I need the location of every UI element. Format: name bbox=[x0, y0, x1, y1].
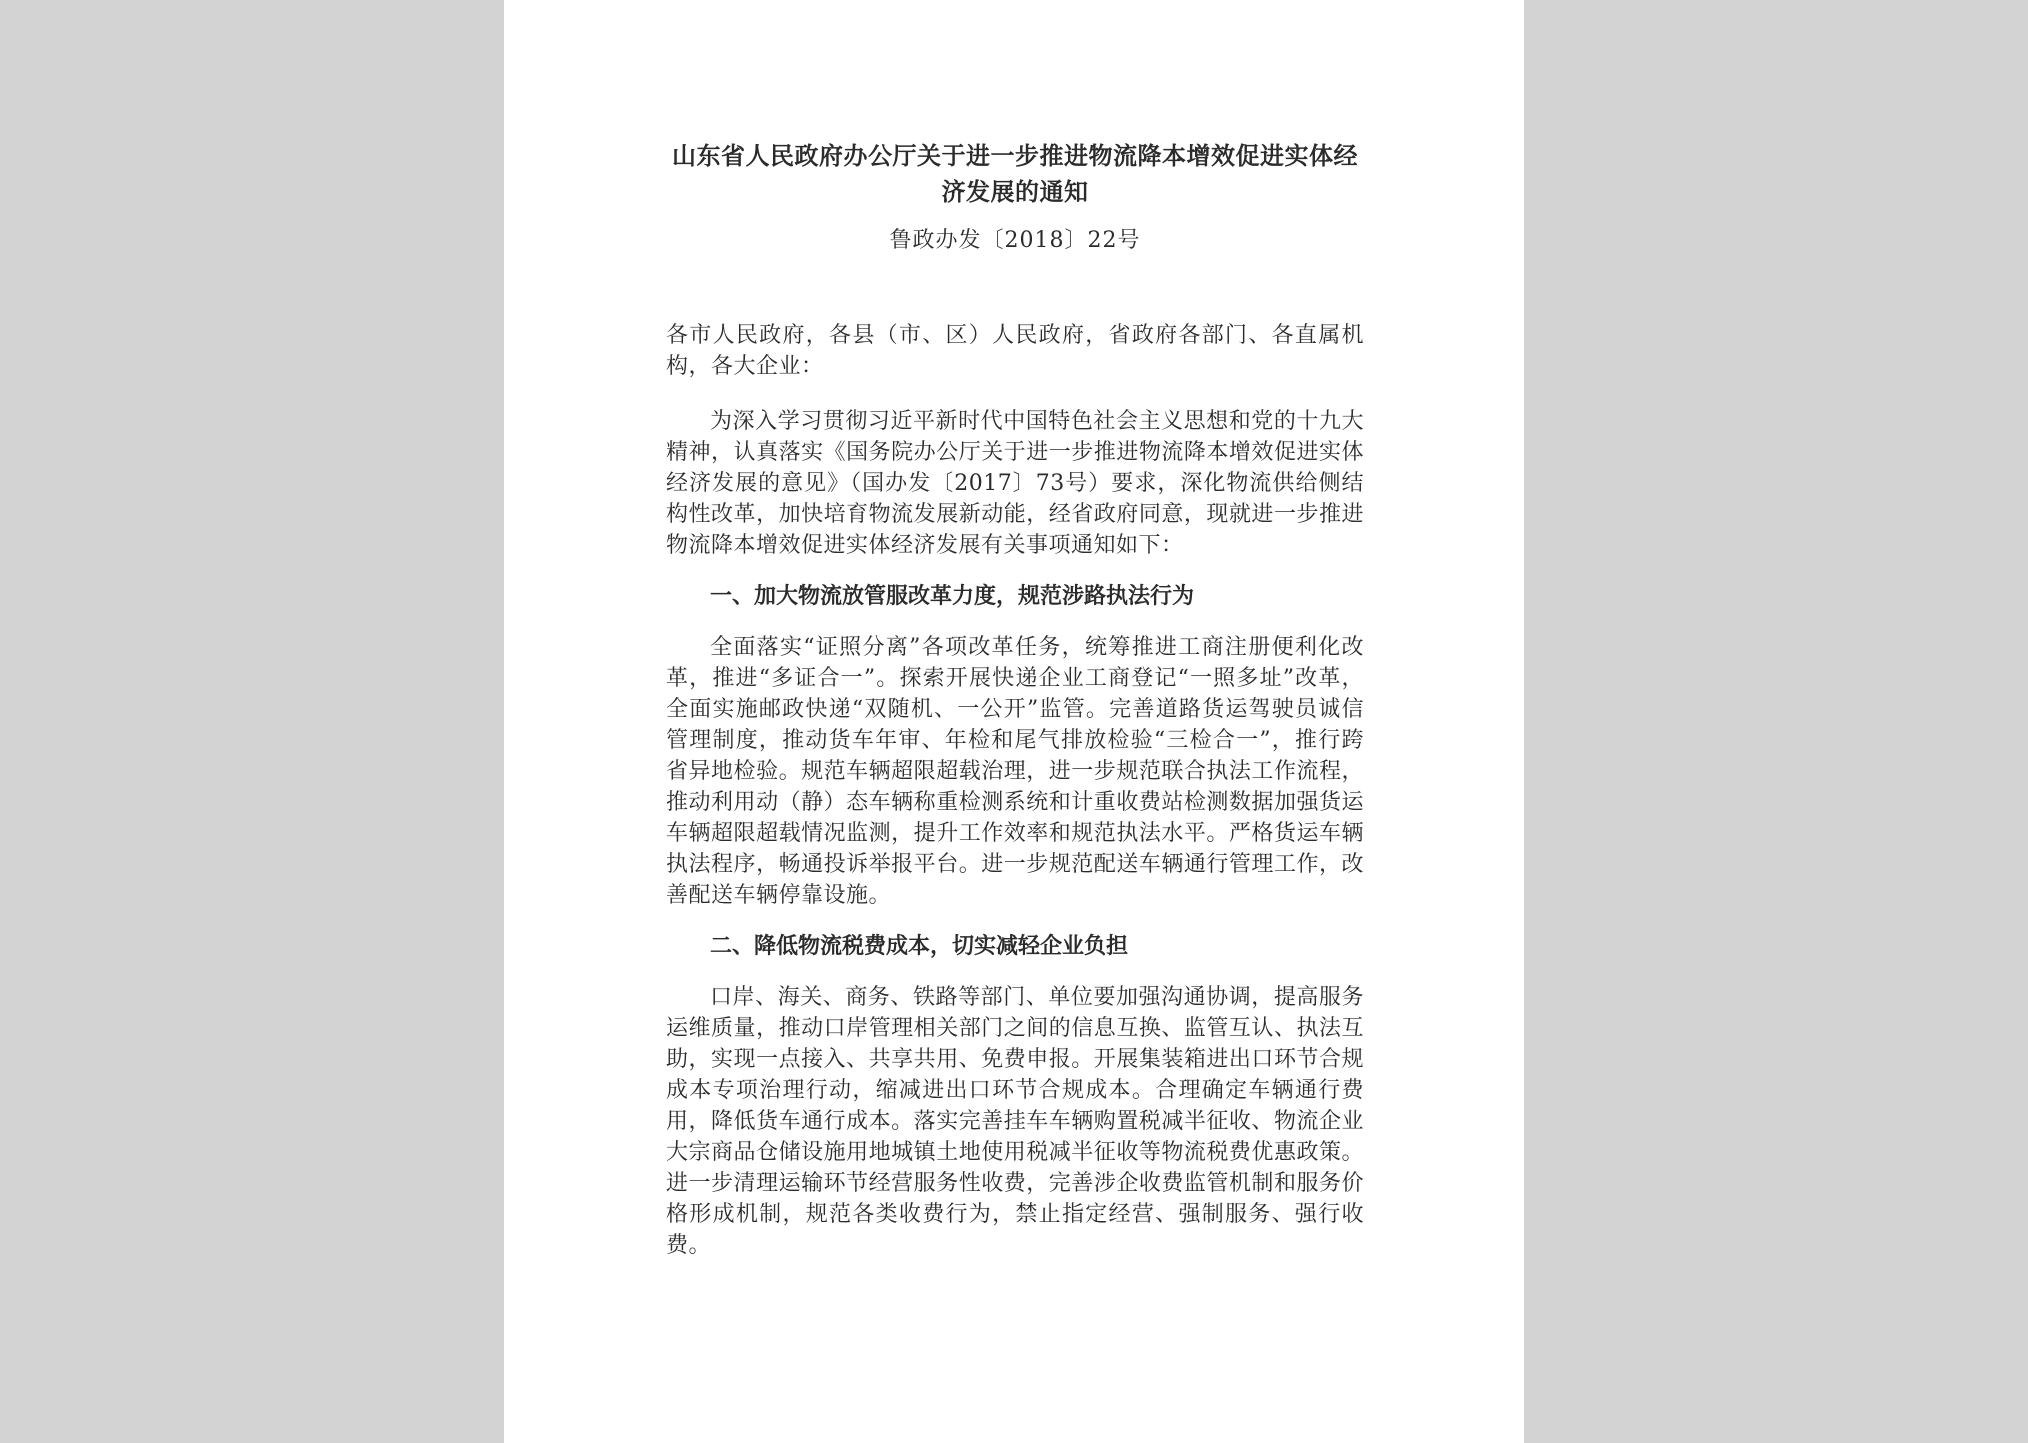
section-heading-1: 一、加大物流放管服改革力度，规范涉路执法行为 bbox=[710, 583, 1195, 609]
document-number: 鲁政办发〔2018〕22号 bbox=[889, 228, 1141, 253]
addressee: 各市人民政府，各县（市、区）人民政府，省政府各部门、各直属机构，各大企业： bbox=[666, 323, 1364, 379]
document-page bbox=[504, 0, 1524, 1443]
section-body-1: 全面落实“证照分离”各项改革任务，统筹推进工商注册便利化改革，推进“多证合一”。探索开展快递企业工商登记“一照多址”改革，全面实施邮政快递“双随机、一公开”监管。完善道路货运驾驶员诚信管理制度，推动货车年审、年检和尾气排放检验“三检合一”，推行跨省异地检验。规范车辆超限超载治理，进一步规范联合执法工作流程，推动利用动（静）态车辆称重检测系统和计重收费站检测数据加强货运车辆超限超载情况监测，提升工作效率和规范执法水平。严格货运车辆执法程序，畅通投诉举报平台。进一步规范配送车辆通行管理工作，改善配送车辆停靠设施。 bbox=[666, 635, 1364, 908]
section-body-2: 口岸、海关、商务、铁路等部门、单位要加强沟通协调，提高服务运维质量，推动口岸管理相关部门之间的信息互换、监管互认、执法互助，实现一点接入、共享共用、免费申报。开展集装箱进出口环节合规成本专项治理行动，缩减进出口环节合规成本。合理确定车辆通行费用，降低货车通行成本。落实完善挂车车辆购置税减半征收、物流企业大宗商品仓储设施用地城镇土地使用税减半征收等物流税费优惠政策。进一步清理运输环节经营服务性收费，完善涉企收费监管机制和服务价格形成机制，规范各类收费行为，禁止指定经营、强制服务、强行收费。 bbox=[666, 985, 1364, 1258]
intro-paragraph: 为深入学习贯彻习近平新时代中国特色社会主义思想和党的十九大精神，认真落实《国务院办公厅关于进一步推进物流降本增效促进实体经济发展的意见》（国办发〔2017〕73号）要求，深化物流供给侧结构性改革，加快培育物流发展新动能，经省政府同意，现就进一步推进物流降本增效促进实体经济发展有关事项通知如下： bbox=[666, 409, 1364, 558]
document-content bbox=[666, 138, 1364, 1261]
document-title: 山东省人民政府办公厅关于进一步推进物流降本增效促进实体经济发展的通知 bbox=[672, 141, 1358, 206]
section-heading-2: 二、降低物流税费成本，切实减轻企业负担 bbox=[710, 933, 1129, 959]
